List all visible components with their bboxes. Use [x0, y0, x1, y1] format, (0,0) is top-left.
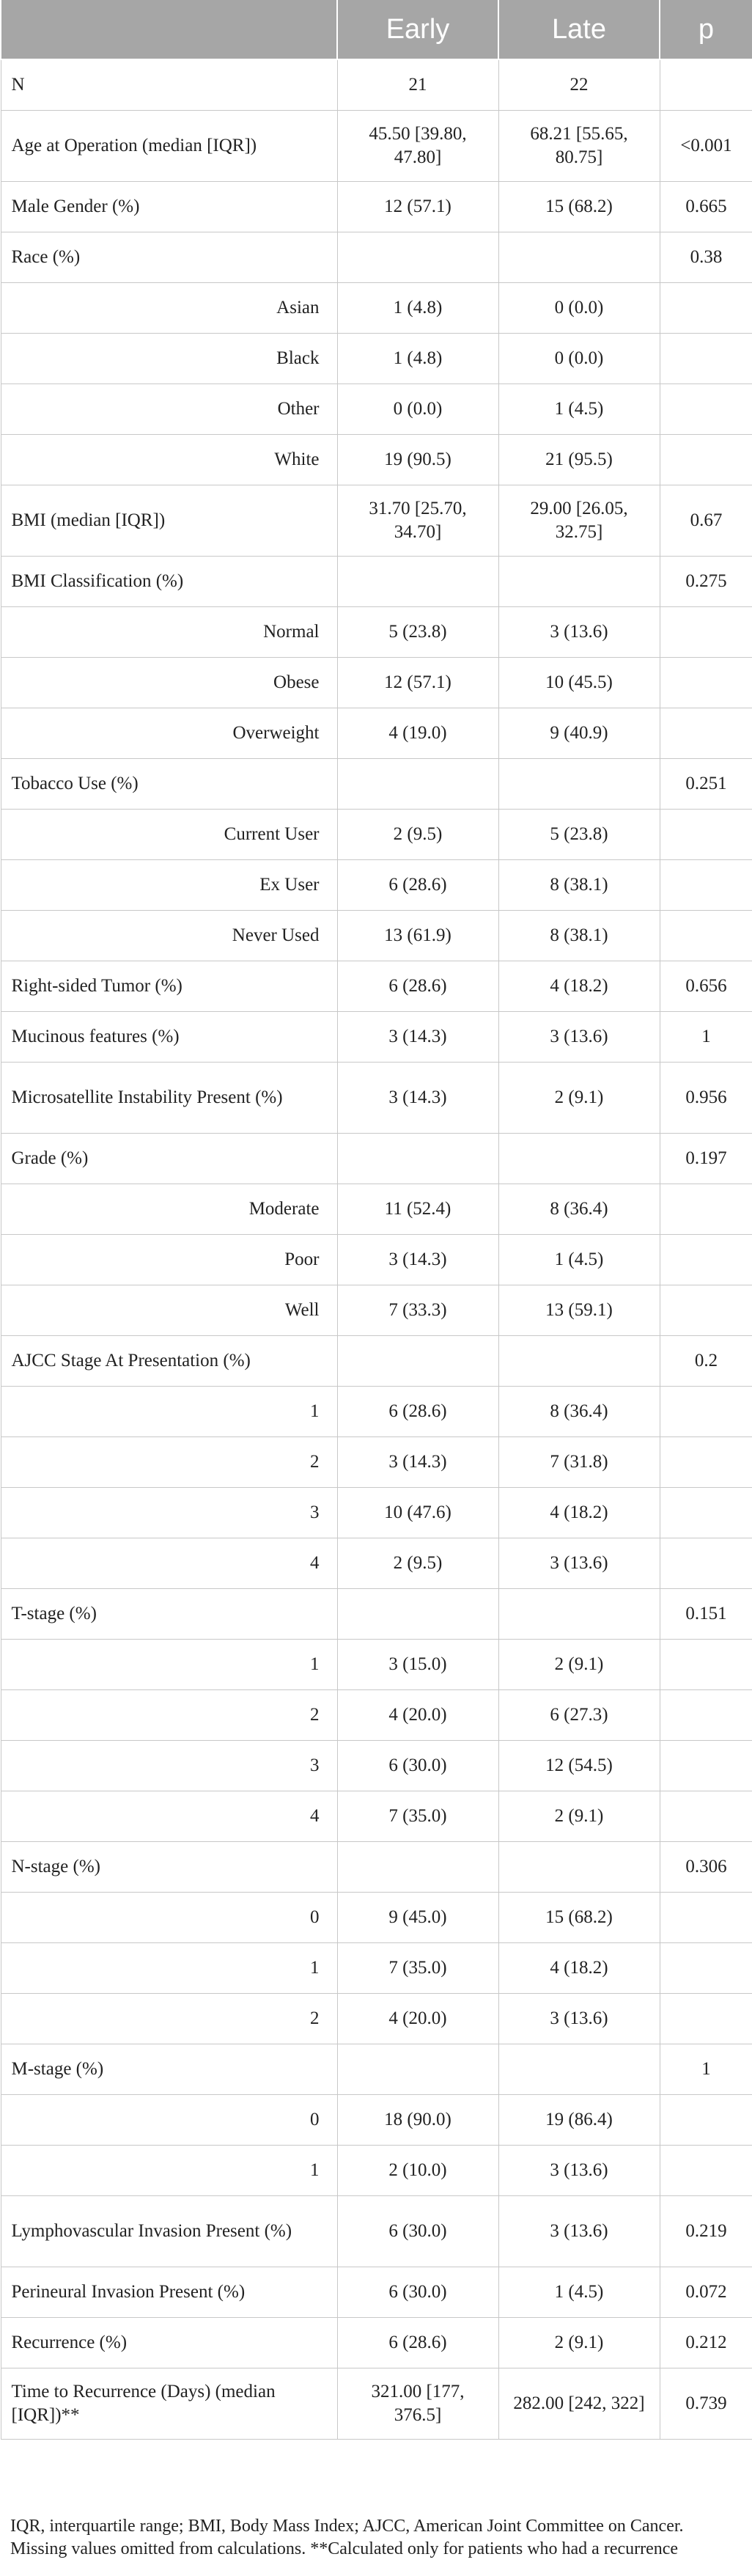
late-value: 9 (40.9)	[498, 708, 660, 759]
row-label: Mucinous features (%)	[1, 1012, 337, 1063]
row-label: Normal	[1, 607, 337, 658]
row-label: BMI (median [IQR])	[1, 485, 337, 557]
row-label: 2	[1, 1437, 337, 1488]
p-value	[660, 2146, 752, 2196]
p-value: 0.656	[660, 961, 752, 1012]
p-value: 0.219	[660, 2196, 752, 2267]
p-value	[660, 860, 752, 911]
late-value	[498, 1589, 660, 1640]
late-value	[498, 557, 660, 607]
early-value: 6 (28.6)	[337, 961, 498, 1012]
p-value: 0.275	[660, 557, 752, 607]
early-value	[337, 1134, 498, 1184]
table-row	[1, 658, 752, 708]
p-value	[660, 1640, 752, 1690]
early-value: 321.00 [177, 376.5]	[337, 2368, 498, 2440]
p-value: 0.212	[660, 2318, 752, 2368]
early-value	[337, 557, 498, 607]
early-value: 6 (30.0)	[337, 1741, 498, 1791]
early-value: 6 (28.6)	[337, 1387, 498, 1437]
table-row	[1, 1538, 752, 1589]
late-value: 8 (38.1)	[498, 911, 660, 961]
row-label: 2	[1, 1994, 337, 2044]
early-value: 4 (20.0)	[337, 1690, 498, 1741]
early-value: 19 (90.5)	[337, 435, 498, 485]
late-value	[498, 2044, 660, 2095]
p-value: 1	[660, 1012, 752, 1063]
early-value: 6 (30.0)	[337, 2196, 498, 2267]
early-value	[337, 759, 498, 810]
late-value	[498, 1336, 660, 1387]
late-value: 3 (13.6)	[498, 1994, 660, 2044]
row-label: White	[1, 435, 337, 485]
table-row	[1, 1336, 752, 1387]
late-value: 8 (38.1)	[498, 860, 660, 911]
table-row	[1, 1589, 752, 1640]
early-value: 21	[337, 59, 498, 111]
row-label: Recurrence (%)	[1, 2318, 337, 2368]
row-label: 3	[1, 1488, 337, 1538]
early-value: 2 (9.5)	[337, 810, 498, 860]
table-row	[1, 810, 752, 860]
early-value: 4 (20.0)	[337, 1994, 498, 2044]
early-value: 6 (30.0)	[337, 2267, 498, 2318]
table-row	[1, 384, 752, 435]
late-value: 19 (86.4)	[498, 2095, 660, 2146]
late-value: 3 (13.6)	[498, 2196, 660, 2267]
table-row	[1, 1791, 752, 1842]
table-row	[1, 961, 752, 1012]
row-label: T-stage (%)	[1, 1589, 337, 1640]
early-value: 6 (28.6)	[337, 860, 498, 911]
early-value: 0 (0.0)	[337, 384, 498, 435]
late-value: 13 (59.1)	[498, 1285, 660, 1336]
row-label: Time to Recurrence (Days) (median [IQR])**	[1, 2368, 337, 2440]
row-label: Well	[1, 1285, 337, 1336]
late-value: 5 (23.8)	[498, 810, 660, 860]
late-value: 0 (0.0)	[498, 283, 660, 334]
row-label: Male Gender (%)	[1, 182, 337, 232]
early-value: 45.50 [39.80, 47.80]	[337, 111, 498, 182]
p-value	[660, 658, 752, 708]
table-row	[1, 182, 752, 232]
late-value: 12 (54.5)	[498, 1741, 660, 1791]
header-variable	[1, 0, 337, 59]
late-value: 1 (4.5)	[498, 1235, 660, 1285]
early-value: 31.70 [25.70, 34.70]	[337, 485, 498, 557]
early-value: 12 (57.1)	[337, 182, 498, 232]
table-row	[1, 334, 752, 384]
late-value	[498, 759, 660, 810]
row-label: N	[1, 59, 337, 111]
table-row	[1, 1437, 752, 1488]
table-row	[1, 1994, 752, 2044]
early-value: 1 (4.8)	[337, 334, 498, 384]
table-row	[1, 1488, 752, 1538]
p-value: 1	[660, 2044, 752, 2095]
early-value: 3 (14.3)	[337, 1437, 498, 1488]
late-value: 0 (0.0)	[498, 334, 660, 384]
early-value: 9 (45.0)	[337, 1893, 498, 1943]
table-row	[1, 1134, 752, 1184]
row-label: 4	[1, 1791, 337, 1842]
row-label: Other	[1, 384, 337, 435]
table-row	[1, 1285, 752, 1336]
late-value: 3 (13.6)	[498, 607, 660, 658]
p-value	[660, 1235, 752, 1285]
table-row	[1, 435, 752, 485]
row-label: Obese	[1, 658, 337, 708]
p-value	[660, 59, 752, 111]
row-label: Grade (%)	[1, 1134, 337, 1184]
table-body	[1, 59, 752, 2440]
late-value: 4 (18.2)	[498, 1488, 660, 1538]
row-label: Overweight	[1, 708, 337, 759]
early-value	[337, 1336, 498, 1387]
late-value	[498, 1134, 660, 1184]
p-value: 0.739	[660, 2368, 752, 2440]
header-late: Late	[498, 0, 660, 59]
table-row	[1, 1893, 752, 1943]
early-value: 4 (19.0)	[337, 708, 498, 759]
early-value	[337, 232, 498, 283]
row-label: N-stage (%)	[1, 1842, 337, 1893]
table-row	[1, 1184, 752, 1235]
footnote: IQR, interquartile range; BMI, Body Mass Index; AJCC, American Joint Committee on Cancer. Missing values omitted from calculations. **Calculated only for patients who had a recurrence	[10, 2517, 684, 2558]
row-label: Never Used	[1, 911, 337, 961]
row-label: Poor	[1, 1235, 337, 1285]
table-row	[1, 1741, 752, 1791]
p-value	[660, 1538, 752, 1589]
p-value	[660, 1488, 752, 1538]
row-label: Asian	[1, 283, 337, 334]
early-value	[337, 2044, 498, 2095]
row-label: Perineural Invasion Present (%)	[1, 2267, 337, 2318]
p-value: 0.2	[660, 1336, 752, 1387]
table-row	[1, 1235, 752, 1285]
table-row	[1, 283, 752, 334]
row-label: M-stage (%)	[1, 2044, 337, 2095]
late-value: 4 (18.2)	[498, 1943, 660, 1994]
p-value: 0.38	[660, 232, 752, 283]
p-value: 0.956	[660, 1063, 752, 1134]
early-value: 13 (61.9)	[337, 911, 498, 961]
late-value: 10 (45.5)	[498, 658, 660, 708]
p-value	[660, 1893, 752, 1943]
p-value	[660, 911, 752, 961]
row-label: BMI Classification (%)	[1, 557, 337, 607]
table-row	[1, 1842, 752, 1893]
table-row	[1, 2368, 752, 2440]
late-value: 21 (95.5)	[498, 435, 660, 485]
p-value: 0.665	[660, 182, 752, 232]
table-row	[1, 111, 752, 182]
table-row	[1, 1387, 752, 1437]
p-value	[660, 334, 752, 384]
p-value: 0.306	[660, 1842, 752, 1893]
header-row	[1, 0, 752, 59]
p-value	[660, 1437, 752, 1488]
early-value: 7 (35.0)	[337, 1943, 498, 1994]
early-value: 5 (23.8)	[337, 607, 498, 658]
row-label: Black	[1, 334, 337, 384]
row-label: AJCC Stage At Presentation (%)	[1, 1336, 337, 1387]
early-value: 3 (15.0)	[337, 1640, 498, 1690]
table-row	[1, 759, 752, 810]
table-row	[1, 1012, 752, 1063]
p-value: 0.197	[660, 1134, 752, 1184]
row-label: Right-sided Tumor (%)	[1, 961, 337, 1012]
early-value: 18 (90.0)	[337, 2095, 498, 2146]
p-value	[660, 708, 752, 759]
row-label: 1	[1, 1387, 337, 1437]
table-row	[1, 1063, 752, 1134]
p-value	[660, 2095, 752, 2146]
late-value: 2 (9.1)	[498, 2318, 660, 2368]
late-value: 29.00 [26.05, 32.75]	[498, 485, 660, 557]
early-value: 6 (28.6)	[337, 2318, 498, 2368]
late-value: 68.21 [55.65, 80.75]	[498, 111, 660, 182]
late-value: 3 (13.6)	[498, 1538, 660, 1589]
table-row	[1, 557, 752, 607]
late-value	[498, 232, 660, 283]
p-value: 0.251	[660, 759, 752, 810]
late-value	[498, 1842, 660, 1893]
table-row	[1, 708, 752, 759]
late-value: 6 (27.3)	[498, 1690, 660, 1741]
row-label: Lymphovascular Invasion Present (%)	[1, 2196, 337, 2267]
row-label: 2	[1, 1690, 337, 1741]
row-label: 0	[1, 1893, 337, 1943]
late-value: 15 (68.2)	[498, 1893, 660, 1943]
late-value: 3 (13.6)	[498, 1012, 660, 1063]
early-value	[337, 1842, 498, 1893]
row-label: 0	[1, 2095, 337, 2146]
table-row	[1, 2044, 752, 2095]
table-row	[1, 911, 752, 961]
p-value	[660, 1690, 752, 1741]
late-value: 7 (31.8)	[498, 1437, 660, 1488]
p-value	[660, 384, 752, 435]
late-value: 2 (9.1)	[498, 1791, 660, 1842]
late-value: 1 (4.5)	[498, 2267, 660, 2318]
p-value: 0.67	[660, 485, 752, 557]
late-value: 1 (4.5)	[498, 384, 660, 435]
p-value	[660, 810, 752, 860]
table-row	[1, 2267, 752, 2318]
row-label: Tobacco Use (%)	[1, 759, 337, 810]
table-row	[1, 2146, 752, 2196]
early-value: 10 (47.6)	[337, 1488, 498, 1538]
header-p: p	[660, 0, 752, 59]
p-value	[660, 607, 752, 658]
row-label: 1	[1, 1640, 337, 1690]
table-row	[1, 2095, 752, 2146]
table-row	[1, 2196, 752, 2267]
p-value: 0.072	[660, 2267, 752, 2318]
table-row	[1, 232, 752, 283]
table-row	[1, 1640, 752, 1690]
p-value	[660, 1285, 752, 1336]
table-row	[1, 607, 752, 658]
table-header	[1, 0, 752, 59]
early-value: 3 (14.3)	[337, 1235, 498, 1285]
late-value: 282.00 [242, 322]	[498, 2368, 660, 2440]
row-label: 3	[1, 1741, 337, 1791]
table-row	[1, 1690, 752, 1741]
row-label: Age at Operation (median [IQR])	[1, 111, 337, 182]
p-value	[660, 435, 752, 485]
late-value: 4 (18.2)	[498, 961, 660, 1012]
table-row	[1, 1943, 752, 1994]
early-value: 7 (33.3)	[337, 1285, 498, 1336]
row-label: Microsatellite Instability Present (%)	[1, 1063, 337, 1134]
p-value	[660, 1791, 752, 1842]
early-value: 2 (9.5)	[337, 1538, 498, 1589]
late-value: 2 (9.1)	[498, 1063, 660, 1134]
row-label: Current User	[1, 810, 337, 860]
late-value: 22	[498, 59, 660, 111]
row-label: Ex User	[1, 860, 337, 911]
early-value: 7 (35.0)	[337, 1791, 498, 1842]
p-value	[660, 1387, 752, 1437]
table-row	[1, 860, 752, 911]
early-value: 2 (10.0)	[337, 2146, 498, 2196]
p-value	[660, 1943, 752, 1994]
p-value	[660, 1994, 752, 2044]
p-value: <0.001	[660, 111, 752, 182]
p-value	[660, 283, 752, 334]
table-row	[1, 485, 752, 557]
late-value: 2 (9.1)	[498, 1640, 660, 1690]
p-value	[660, 1184, 752, 1235]
late-value: 15 (68.2)	[498, 182, 660, 232]
late-value: 8 (36.4)	[498, 1387, 660, 1437]
early-value: 12 (57.1)	[337, 658, 498, 708]
table-row	[1, 59, 752, 111]
table-row	[1, 2318, 752, 2368]
row-label: 1	[1, 2146, 337, 2196]
row-label: 4	[1, 1538, 337, 1589]
row-label: Moderate	[1, 1184, 337, 1235]
p-value	[660, 1741, 752, 1791]
row-label: Race (%)	[1, 232, 337, 283]
late-value: 3 (13.6)	[498, 2146, 660, 2196]
late-value: 8 (36.4)	[498, 1184, 660, 1235]
p-value: 0.151	[660, 1589, 752, 1640]
row-label: 1	[1, 1943, 337, 1994]
early-value: 3 (14.3)	[337, 1063, 498, 1134]
header-early: Early	[337, 0, 498, 59]
early-value: 1 (4.8)	[337, 283, 498, 334]
early-value: 11 (52.4)	[337, 1184, 498, 1235]
early-value	[337, 1589, 498, 1640]
early-value: 3 (14.3)	[337, 1012, 498, 1063]
